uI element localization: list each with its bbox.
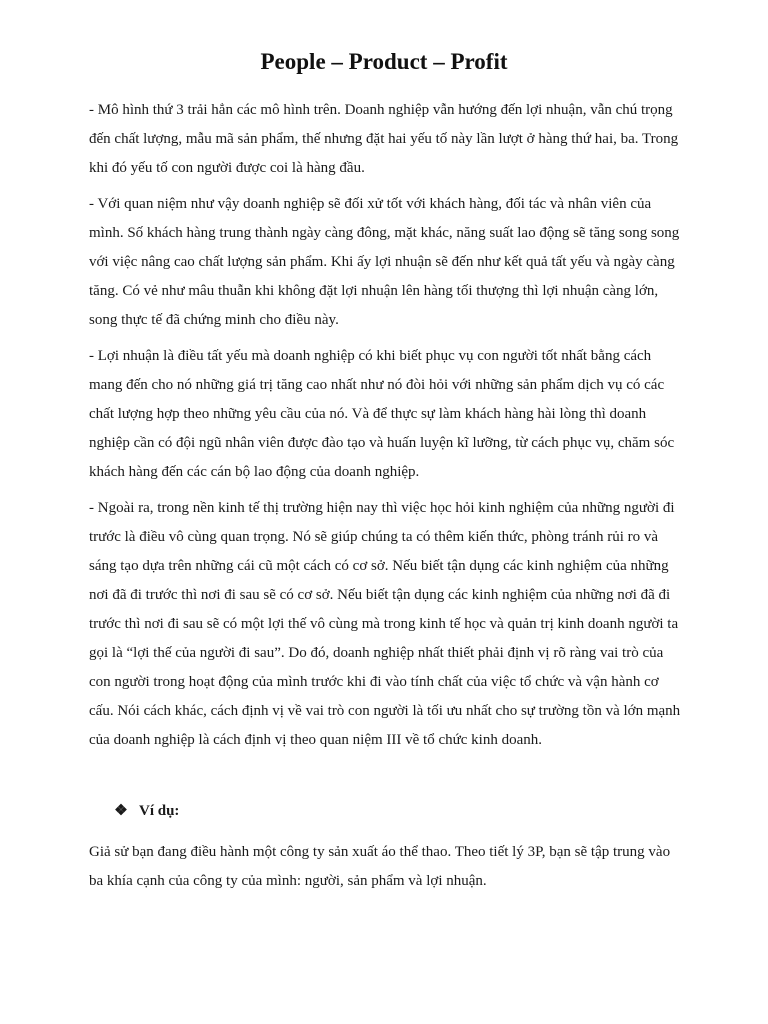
example-heading-label: Ví dụ: bbox=[139, 803, 180, 819]
diamond-bullet-icon: ❖ bbox=[114, 803, 128, 819]
example-heading bbox=[113, 800, 681, 822]
paragraph-1: - Mô hình thứ 3 trải hẳn các mô hình trên. Doanh nghiệp vẫn hướng đến lợi nhuận, vẫn chú trọng đến chất lượng, mẫu mã sản phẩm, thế nhưng đặt hai yếu tố này lần lượt ở hàng thứ hai, ba. Trong khi đó yếu tố con người được coi là hàng đầu. bbox=[89, 102, 679, 176]
example-paragraph: Giả sử bạn đang điều hành một công ty sản xuất áo thể thao. Theo tiết lý 3P, bạn sẽ tập trung vào ba khía cạnh của công ty của mình: người, sản phẩm và lợi nhuận. bbox=[89, 844, 671, 889]
paragraph-2: - Với quan niệm như vậy doanh nghiệp sẽ đối xử tốt với khách hàng, đối tác và nhân viên của mình. Số khách hàng trung thành ngày càng đông, mặt khác, năng suất lao động sẽ tăng song song với việc nâng cao chất lượng sản phẩm. Khi ấy lợi nhuận sẽ đến như kết quả tất yếu và ngày càng tăng. Có vẻ như mâu thuẫn khi không đặt lợi nhuận lên hàng tối thượng thì lợi nhuận càng lớn, song thực tế đã chứng minh cho điều này. bbox=[89, 196, 680, 328]
page-title: People – Product – Profit bbox=[260, 49, 508, 74]
paragraph-3: - Lợi nhuận là điều tất yếu mà doanh nghiệp có khi biết phục vụ con người tốt nhất bằng cách mang đến cho nó những giá trị tăng cao nhất như nó đòi hỏi với những sản phẩm dịch vụ có các chất lượng hợp theo những yêu cầu của nó. Và để thực sự làm khách hàng hài lòng thì doanh nghiệp cần có đội ngũ nhân viên được đào tạo và huấn luyện kĩ lưỡng, từ cách phục vụ, chăm sóc khách hàng đến các cán bộ lao động của doanh nghiệp. bbox=[89, 348, 675, 480]
paragraph-4: - Ngoài ra, trong nền kinh tế thị trường hiện nay thì việc học hỏi kinh nghiệm của những người đi trước là điều vô cùng quan trọng. Nó sẽ giúp chúng ta có thêm kiến thức, phòng tránh rủi ro và sáng tạo dựa trên những cái cũ một cách có cơ sở. Nếu biết tận dụng các kinh nghiệm của những nơi đã đi trước thì nơi đi sau sẽ có cơ sở. Nếu biết tận dụng các kinh nghiệm của những nơi đã đi trước thì nơi đi sau sẽ có một lợi thế vô cùng mà trong kinh tế học và quản trị kinh doanh người ta gọi là “lợi thế của người đi sau”. Do đó, doanh nghiệp nhất thiết phải định vị rõ ràng vai trò của con người trong hoạt động của mình trước khi đi vào tính chất của việc tổ chức và vận hành cơ cấu. Nói cách khác, cách định vị về vai trò con người là tối ưu nhất cho sự trường tồn và lớn mạnh của doanh nghiệp là cách định vị theo quan niệm III về tổ chức kinh doanh. bbox=[89, 500, 681, 748]
document-body bbox=[89, 96, 681, 896]
